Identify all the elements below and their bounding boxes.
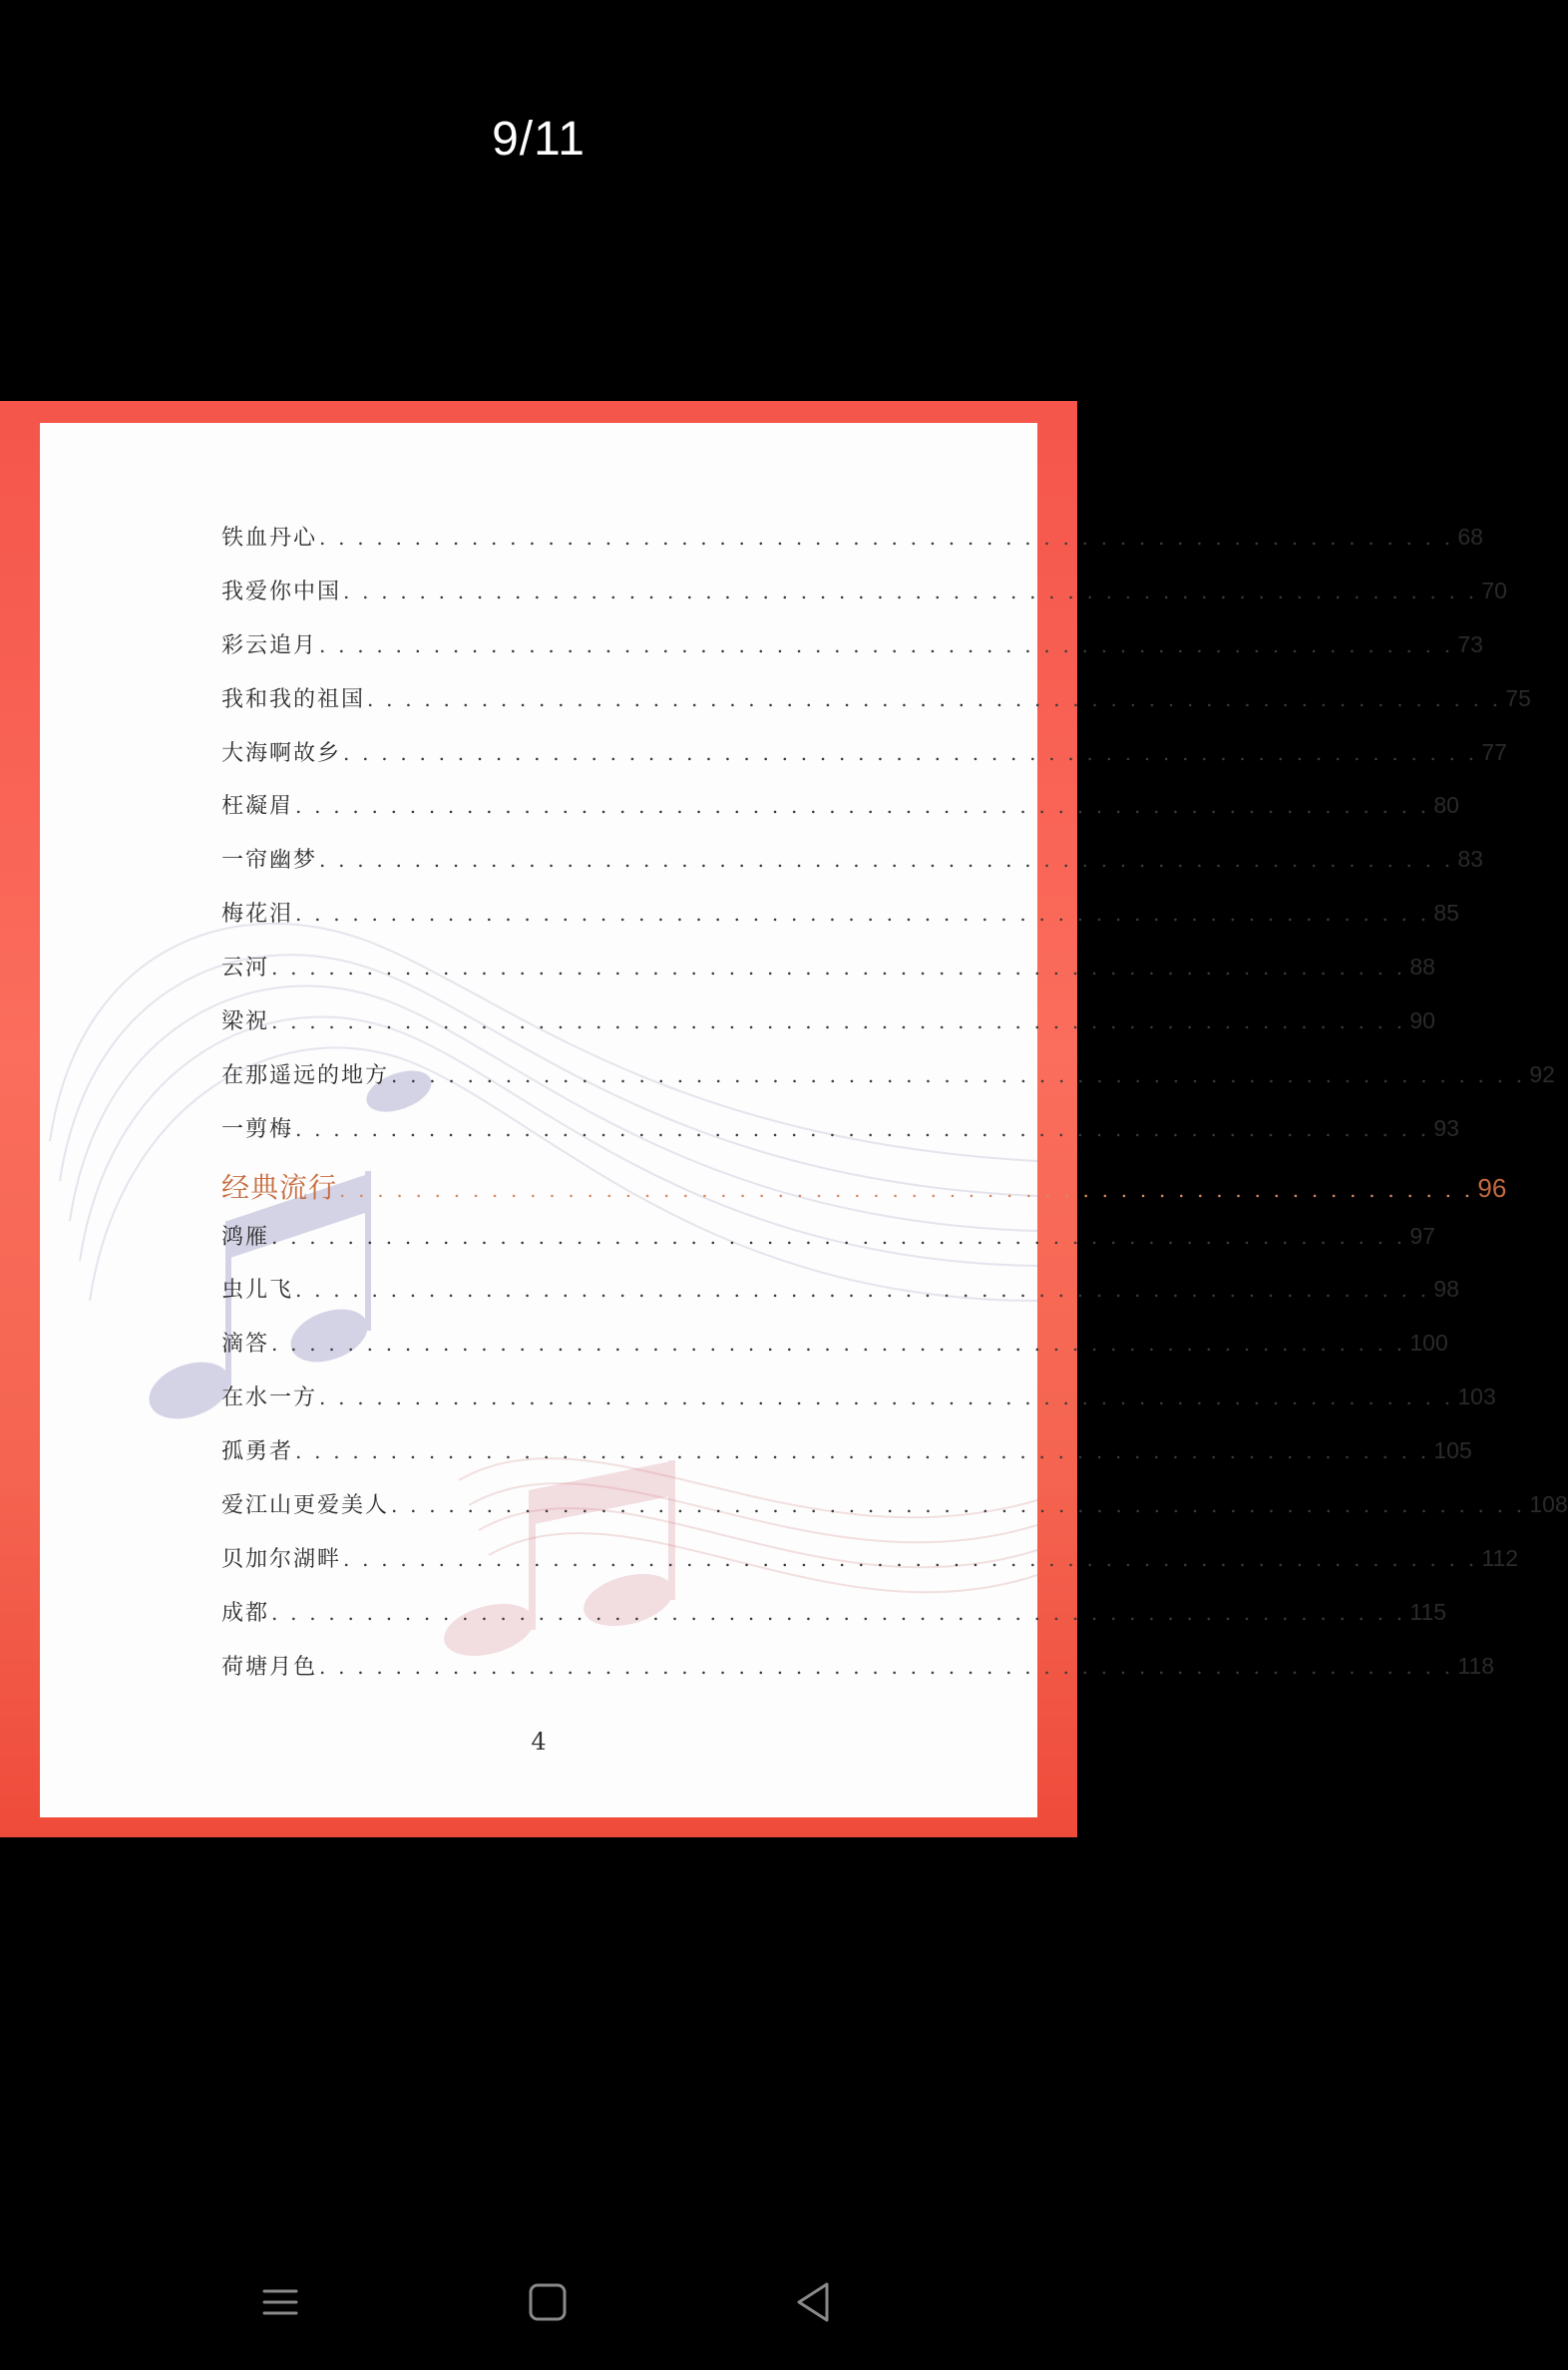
- toc-title: 铁血丹心: [221, 526, 318, 551]
- toc-entry[interactable]: [221, 1058, 1555, 1112]
- toc-leader-dots: . . . . . . . . . . . . . . . . . . . . . . . . . . . . . . . . . . . . . . . . . . . . . . . . . . . . . . . . . . . .: [319, 1385, 1454, 1410]
- toc-entry[interactable]: [221, 897, 1459, 951]
- document-image[interactable]: [0, 401, 1568, 1837]
- toc-title: 成都: [221, 1600, 270, 1626]
- toc-entry[interactable]: [221, 1381, 1496, 1434]
- toc-leader-dots: . . . . . . . . . . . . . . . . . . . . . . . . . . . . . . . . . . . . . . . . . . . . . . . . . . . . . . . . . . . .: [295, 794, 1430, 819]
- toc-title: 孤勇者: [221, 1439, 294, 1465]
- toc-title: 我和我的祖国: [221, 686, 366, 712]
- toc-title: 爱江山更爱美人: [221, 1493, 390, 1519]
- toc-title: 梁祝: [221, 1009, 270, 1035]
- toc-page-number: 105: [1433, 1437, 1472, 1464]
- toc-page-number: 96: [1477, 1172, 1507, 1203]
- toc-entry[interactable]: [221, 1596, 1447, 1650]
- toc-leader-dots: . . . . . . . . . . . . . . . . . . . . . . . . . . . . . . . . . . . . . . . . . . . . . . . . . . . . . . . . . . . .: [271, 956, 1406, 981]
- toc-leader-dots: . . . . . . . . . . . . . . . . . . . . . . . . . . . . . . . . . . . . . . . . . . . . . . . . . . . . . . . . . . . .: [343, 1546, 1478, 1571]
- toc-entry[interactable]: [221, 628, 1483, 682]
- home-square-icon: [518, 2274, 578, 2330]
- toc-title: 荷塘月色: [221, 1654, 318, 1680]
- toc-entry[interactable]: [221, 575, 1507, 628]
- toc-entry[interactable]: [221, 1650, 1495, 1704]
- toc-title: 鸿雁: [221, 1224, 270, 1250]
- toc-title: 一帘幽梦: [221, 848, 318, 874]
- toc-leader-dots: . . . . . . . . . . . . . . . . . . . . . . . . . . . . . . . . . . . . . . . . . . . . . . . . . . . . . . . . . . . .: [271, 1009, 1406, 1034]
- toc-page-number: 85: [1433, 900, 1459, 927]
- toc-leader-dots: . . . . . . . . . . . . . . . . . . . . . . . . . . . . . . . . . . . . . . . . . . . . . . . . . . . . . . . . . . . .: [391, 1493, 1526, 1518]
- toc-title: 云河: [221, 956, 270, 982]
- toc-title: 在那遥远的地方: [221, 1062, 390, 1088]
- page-number: 4: [531, 1728, 547, 1756]
- toc-page-number: 88: [1409, 954, 1435, 981]
- toc-entry[interactable]: [221, 789, 1459, 843]
- toc-entry[interactable]: [221, 1273, 1459, 1327]
- navigation-bar: [0, 2256, 1077, 2348]
- toc-page-number: 90: [1409, 1007, 1435, 1034]
- toc-leader-dots: . . . . . . . . . . . . . . . . . . . . . . . . . . . . . . . . . . . . . . . . . . . . . . . . . . . . . . . . . . . .: [343, 579, 1478, 603]
- menu-icon: [250, 2274, 310, 2330]
- toc-entry[interactable]: [221, 1327, 1448, 1381]
- toc-leader-dots: . . . . . . . . . . . . . . . . . . . . . . . . . . . . . . . . . . . . . . . . . . . . . . . . . . . . . . . . . . . .: [319, 632, 1454, 657]
- toc-page-number: 97: [1409, 1222, 1435, 1249]
- toc-title: 梅花泪: [221, 902, 294, 928]
- toc-leader-dots: . . . . . . . . . . . . . . . . . . . . . . . . . . . . . . . . . . . . . . . . . . . . . . . . . . . . . . . . . . . .: [367, 686, 1502, 711]
- toc-title: 大海啊故乡: [221, 740, 342, 766]
- image-counter: 9/11: [492, 113, 586, 166]
- toc-page-number: 73: [1457, 630, 1483, 657]
- toc-leader-dots: . . . . . . . . . . . . . . . . . . . . . . . . . . . . . . . . . . . . . . . . . . . . . . . . . . . . . . . . . . . .: [271, 1224, 1406, 1249]
- toc-entry[interactable]: [221, 1488, 1568, 1542]
- toc-page-number: 68: [1457, 524, 1483, 550]
- book-page: [40, 423, 1568, 1817]
- toc-leader-dots: . . . . . . . . . . . . . . . . . . . . . . . . . . . . . . . . . . . . . . . . . . . . . . . . . . . . . . . . . . . .: [319, 526, 1454, 550]
- toc-title: 彩云追月: [221, 632, 318, 658]
- toc-leader-dots: . . . . . . . . . . . . . . . . . . . . . . . . . . . . . . . . . . . . . . . . . . . . . . . . . . . . . . . . . . . .: [295, 1278, 1430, 1303]
- toc-page-number: 77: [1481, 738, 1507, 765]
- toc-page-number: 118: [1457, 1652, 1495, 1679]
- toc-leader-dots: . . . . . . . . . . . . . . . . . . . . . . . . . . . . . . . . . . . . . . . . . . . . . . . . . . . . . . . . . . . .: [339, 1177, 1474, 1202]
- toc-title: 虫儿飞: [221, 1278, 294, 1304]
- toc-leader-dots: . . . . . . . . . . . . . . . . . . . . . . . . . . . . . . . . . . . . . . . . . . . . . . . . . . . . . . . . . . . .: [295, 1116, 1430, 1141]
- home-button[interactable]: [518, 2274, 578, 2330]
- toc-title: 贝加尔湖畔: [221, 1546, 342, 1572]
- toc-page-number: 92: [1529, 1060, 1555, 1087]
- toc-title: 在水一方: [221, 1385, 318, 1411]
- toc-entry[interactable]: [221, 521, 1483, 575]
- toc-page-number: 93: [1433, 1114, 1459, 1141]
- table-of-contents: [221, 521, 1568, 1704]
- toc-title: 枉凝眉: [221, 794, 294, 820]
- toc-leader-dots: . . . . . . . . . . . . . . . . . . . . . . . . . . . . . . . . . . . . . . . . . . . . . . . . . . . . . . . . . . . .: [319, 1654, 1454, 1679]
- toc-page-number: 108: [1529, 1491, 1568, 1518]
- toc-title: 滴答: [221, 1332, 270, 1358]
- toc-entry[interactable]: [221, 682, 1531, 736]
- toc-entry[interactable]: [221, 1542, 1519, 1596]
- toc-page-number: 83: [1457, 846, 1483, 873]
- toc-title: 一剪梅: [221, 1116, 294, 1142]
- toc-entry[interactable]: [221, 1112, 1459, 1166]
- toc-leader-dots: . . . . . . . . . . . . . . . . . . . . . . . . . . . . . . . . . . . . . . . . . . . . . . . . . . . . . . . . . . . .: [271, 1600, 1406, 1625]
- toc-page-number: 100: [1409, 1330, 1448, 1357]
- toc-page-number: 98: [1433, 1276, 1459, 1303]
- toc-page-number: 112: [1481, 1544, 1519, 1571]
- menu-button[interactable]: [250, 2274, 310, 2330]
- toc-leader-dots: . . . . . . . . . . . . . . . . . . . . . . . . . . . . . . . . . . . . . . . . . . . . . . . . . . . . . . . . . . . .: [319, 848, 1454, 873]
- back-triangle-icon: [783, 2274, 843, 2330]
- toc-section-heading[interactable]: [221, 1166, 1507, 1220]
- toc-title: 我爱你中国: [221, 579, 342, 604]
- toc-page-number: 80: [1433, 792, 1459, 819]
- toc-page-number: 103: [1457, 1383, 1496, 1410]
- toc-entry[interactable]: [221, 736, 1507, 790]
- toc-title: 经典流行: [221, 1170, 338, 1204]
- toc-page-number: 75: [1505, 684, 1531, 711]
- toc-page-number: 70: [1481, 577, 1507, 603]
- toc-leader-dots: . . . . . . . . . . . . . . . . . . . . . . . . . . . . . . . . . . . . . . . . . . . . . . . . . . . . . . . . . . . .: [343, 740, 1478, 765]
- toc-leader-dots: . . . . . . . . . . . . . . . . . . . . . . . . . . . . . . . . . . . . . . . . . . . . . . . . . . . . . . . . . . . .: [295, 1439, 1430, 1464]
- toc-entry[interactable]: [221, 1220, 1435, 1274]
- toc-leader-dots: . . . . . . . . . . . . . . . . . . . . . . . . . . . . . . . . . . . . . . . . . . . . . . . . . . . . . . . . . . . .: [295, 902, 1430, 927]
- toc-page-number: 115: [1409, 1598, 1447, 1625]
- toc-leader-dots: . . . . . . . . . . . . . . . . . . . . . . . . . . . . . . . . . . . . . . . . . . . . . . . . . . . . . . . . . . . .: [271, 1332, 1406, 1357]
- toc-entry[interactable]: [221, 951, 1435, 1004]
- toc-leader-dots: . . . . . . . . . . . . . . . . . . . . . . . . . . . . . . . . . . . . . . . . . . . . . . . . . . . . . . . . . . . .: [391, 1062, 1526, 1087]
- back-button[interactable]: [783, 2274, 843, 2330]
- toc-entry[interactable]: [221, 843, 1483, 897]
- toc-entry[interactable]: [221, 1434, 1472, 1488]
- toc-entry[interactable]: [221, 1004, 1435, 1058]
